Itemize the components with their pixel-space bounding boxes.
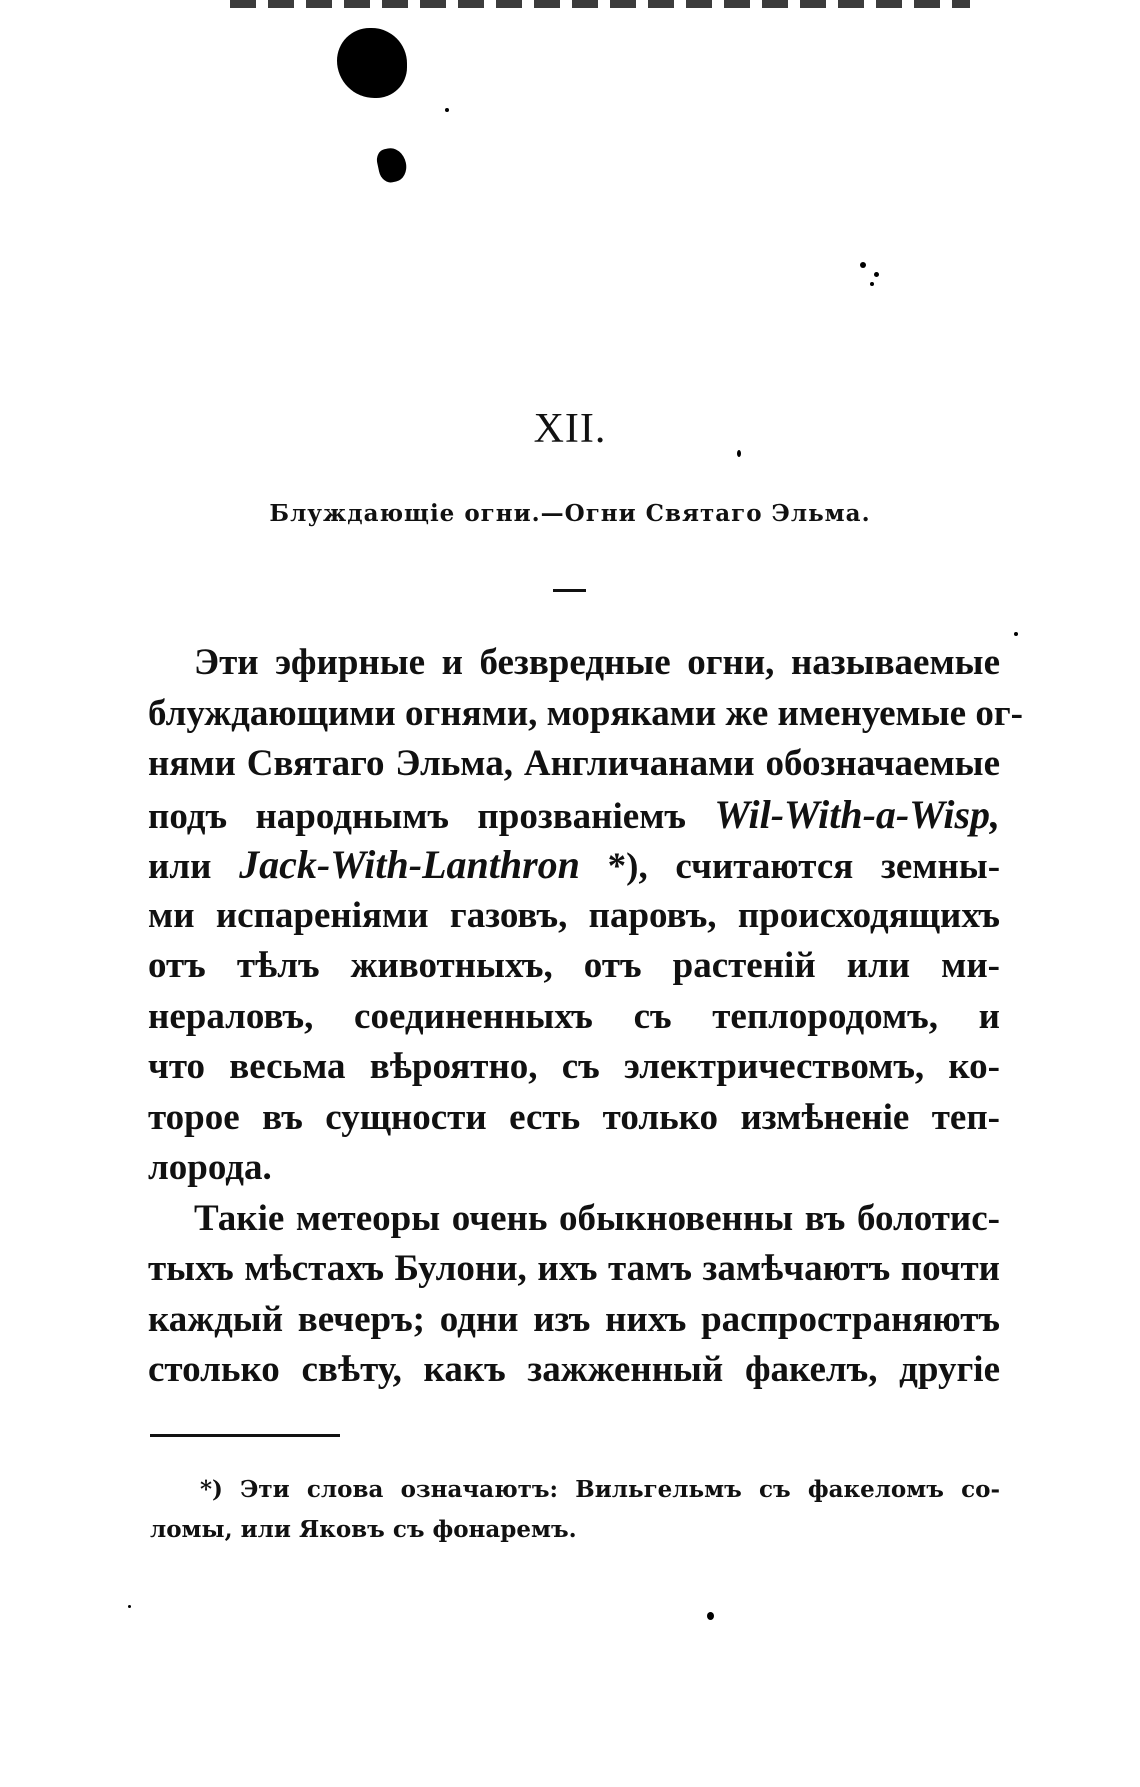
text-line <box>148 840 1000 891</box>
english-term: Wil-With-a-Wisp, <box>714 791 1001 837</box>
text-line <box>148 790 1000 841</box>
text-segment: подъ народнымъ прозваніемъ <box>148 795 686 837</box>
scan-speck <box>874 272 879 277</box>
scan-speck <box>870 282 874 286</box>
scan-speck <box>1014 632 1018 636</box>
footnote-line: ломы, или Яковъ съ фонаремъ. <box>150 1516 577 1543</box>
ink-blot <box>375 145 409 184</box>
text-line: нераловъ, соединенныхъ съ теплородомъ, и <box>148 995 1000 1037</box>
text-line: столько свѣту, какъ зажженный факелъ, другіе <box>148 1349 1000 1390</box>
text-line: что весьма вѣроятно, съ электричествомъ, ко- <box>148 1046 1000 1087</box>
text-segment: *), считаются земны- <box>607 846 1001 887</box>
text-line: лорода. <box>148 1147 272 1188</box>
text-line: каждый вечеръ; одни изъ нихъ распространяютъ <box>148 1298 1000 1340</box>
text-line: торое въ сущности есть только измѣненіе теп- <box>148 1096 1000 1138</box>
scan-speck <box>707 1612 714 1620</box>
title-rule <box>553 589 586 592</box>
scan-speck <box>860 262 866 268</box>
text-line: Такіе метеоры очень обыкновенны въ болотис- <box>194 1197 1000 1239</box>
chapter-number: XII. <box>533 406 607 452</box>
text-line: нями Святаго Эльма, Англичанами обозначаемые <box>148 743 1000 784</box>
body-paragraphs <box>148 638 1023 1396</box>
footnote-line: *) Эти слова означаютъ: Вильгельмъ съ факеломъ со- <box>200 1476 1000 1503</box>
scan-speck <box>445 108 449 112</box>
scan-top-edge <box>230 0 970 8</box>
text-line: блуждающими огнями, моряками же именуемые ог- <box>148 692 1023 734</box>
text-line: ми испареніями газовъ, паровъ, происходящихъ <box>148 894 1000 936</box>
text-line: Эти эфирные и безвредные огни, называемые <box>194 642 1000 683</box>
footnote-rule <box>150 1434 340 1437</box>
text-line: тыхъ мѣстахъ Булони, ихъ тамъ замѣчаютъ почти <box>148 1248 1000 1289</box>
ink-blot <box>337 28 407 98</box>
text-segment: или <box>148 846 212 887</box>
text-line: отъ тѣлъ животныхъ, отъ растеній или ми- <box>148 945 1000 986</box>
scan-speck <box>128 1605 131 1608</box>
chapter-title: Блуждающіе огни.—Огни Святаго Эльма. <box>269 500 871 527</box>
english-term: Jack-With-Lanthron <box>239 842 580 887</box>
footnote <box>150 1470 1000 1550</box>
